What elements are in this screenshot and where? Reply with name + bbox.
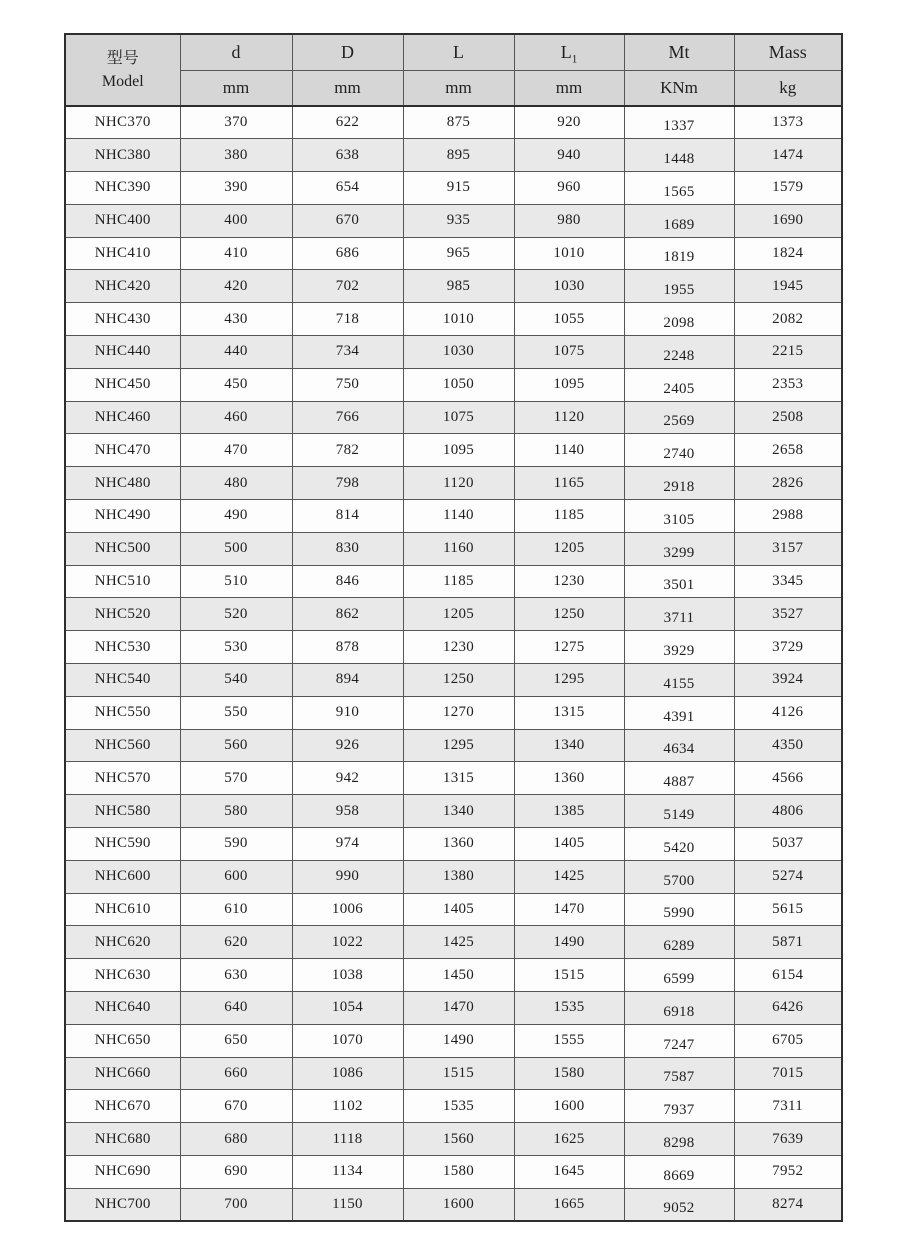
cell-d: 430 bbox=[180, 303, 292, 336]
cell-mt: 3501 bbox=[624, 565, 734, 598]
cell-d: 470 bbox=[180, 434, 292, 467]
cell-l: 1380 bbox=[403, 860, 514, 893]
header-col-l: L bbox=[403, 34, 514, 70]
cell-mass: 6426 bbox=[734, 992, 842, 1025]
cell-mass: 2353 bbox=[734, 368, 842, 401]
cell-mass: 2215 bbox=[734, 336, 842, 369]
cell-d: 702 bbox=[292, 270, 403, 303]
table-row bbox=[65, 664, 842, 697]
cell-mass: 1474 bbox=[734, 139, 842, 172]
cell-model: NHC590 bbox=[65, 828, 180, 861]
cell-model: NHC480 bbox=[65, 467, 180, 500]
cell-l1: 1385 bbox=[514, 795, 624, 828]
cell-d: 610 bbox=[180, 893, 292, 926]
cell-d: 570 bbox=[180, 762, 292, 795]
table-row bbox=[65, 1090, 842, 1123]
cell-l: 1450 bbox=[403, 959, 514, 992]
cell-d: 798 bbox=[292, 467, 403, 500]
cell-mt: 2569 bbox=[624, 401, 734, 434]
cell-mt: 2248 bbox=[624, 336, 734, 369]
cell-mt: 3929 bbox=[624, 631, 734, 664]
cell-mt: 1565 bbox=[624, 172, 734, 205]
table-row bbox=[65, 959, 842, 992]
header-unit-d: mm bbox=[292, 70, 403, 106]
cell-mt: 9052 bbox=[624, 1188, 734, 1221]
cell-d: 1086 bbox=[292, 1057, 403, 1090]
cell-mass: 1945 bbox=[734, 270, 842, 303]
cell-model: NHC560 bbox=[65, 729, 180, 762]
cell-d: 1134 bbox=[292, 1156, 403, 1189]
cell-model: NHC520 bbox=[65, 598, 180, 631]
cell-l1: 1625 bbox=[514, 1123, 624, 1156]
table-header bbox=[65, 34, 842, 106]
cell-l: 875 bbox=[403, 106, 514, 139]
cell-mass: 2826 bbox=[734, 467, 842, 500]
cell-l: 1425 bbox=[403, 926, 514, 959]
cell-d: 638 bbox=[292, 139, 403, 172]
cell-mt: 2740 bbox=[624, 434, 734, 467]
table-row bbox=[65, 434, 842, 467]
cell-d: 862 bbox=[292, 598, 403, 631]
cell-mt: 8669 bbox=[624, 1156, 734, 1189]
cell-d: 380 bbox=[180, 139, 292, 172]
table-body bbox=[65, 106, 842, 1221]
cell-model: NHC570 bbox=[65, 762, 180, 795]
cell-d: 680 bbox=[180, 1123, 292, 1156]
cell-mass: 2508 bbox=[734, 401, 842, 434]
table-row bbox=[65, 631, 842, 664]
cell-mass: 6154 bbox=[734, 959, 842, 992]
cell-l1: 940 bbox=[514, 139, 624, 172]
cell-d: 990 bbox=[292, 860, 403, 893]
cell-mass: 4126 bbox=[734, 696, 842, 729]
cell-l: 1600 bbox=[403, 1188, 514, 1221]
cell-d: 830 bbox=[292, 532, 403, 565]
cell-d: 1006 bbox=[292, 893, 403, 926]
cell-l: 935 bbox=[403, 204, 514, 237]
cell-mass: 5037 bbox=[734, 828, 842, 861]
cell-mt: 2405 bbox=[624, 368, 734, 401]
cell-model: NHC490 bbox=[65, 500, 180, 533]
cell-l: 965 bbox=[403, 237, 514, 270]
table-row bbox=[65, 204, 842, 237]
table-row bbox=[65, 992, 842, 1025]
cell-mass: 7311 bbox=[734, 1090, 842, 1123]
cell-mass: 4566 bbox=[734, 762, 842, 795]
cell-d: 926 bbox=[292, 729, 403, 762]
cell-model: NHC470 bbox=[65, 434, 180, 467]
table-row bbox=[65, 565, 842, 598]
cell-d: 1118 bbox=[292, 1123, 403, 1156]
table-row bbox=[65, 696, 842, 729]
cell-d: 814 bbox=[292, 500, 403, 533]
cell-l: 1230 bbox=[403, 631, 514, 664]
cell-l1: 1230 bbox=[514, 565, 624, 598]
cell-l: 1185 bbox=[403, 565, 514, 598]
cell-mass: 8274 bbox=[734, 1188, 842, 1221]
cell-l: 1515 bbox=[403, 1057, 514, 1090]
cell-d: 630 bbox=[180, 959, 292, 992]
cell-d: 974 bbox=[292, 828, 403, 861]
cell-mass: 1373 bbox=[734, 106, 842, 139]
table-row bbox=[65, 1188, 842, 1221]
cell-d: 894 bbox=[292, 664, 403, 697]
cell-model: NHC670 bbox=[65, 1090, 180, 1123]
cell-l1: 1205 bbox=[514, 532, 624, 565]
cell-l1: 1645 bbox=[514, 1156, 624, 1189]
cell-d: 1102 bbox=[292, 1090, 403, 1123]
table-row bbox=[65, 828, 842, 861]
cell-l: 1160 bbox=[403, 532, 514, 565]
cell-mt: 4155 bbox=[624, 664, 734, 697]
cell-model: NHC580 bbox=[65, 795, 180, 828]
header-col-subscript: 1 bbox=[571, 53, 578, 66]
cell-l1: 1295 bbox=[514, 664, 624, 697]
cell-model: NHC370 bbox=[65, 106, 180, 139]
cell-mt: 5990 bbox=[624, 893, 734, 926]
cell-l: 1580 bbox=[403, 1156, 514, 1189]
cell-l1: 1140 bbox=[514, 434, 624, 467]
cell-l1: 1030 bbox=[514, 270, 624, 303]
cell-d: 520 bbox=[180, 598, 292, 631]
cell-l1: 1515 bbox=[514, 959, 624, 992]
cell-d: 1022 bbox=[292, 926, 403, 959]
cell-l1: 1665 bbox=[514, 1188, 624, 1221]
cell-l: 1250 bbox=[403, 664, 514, 697]
cell-l: 1050 bbox=[403, 368, 514, 401]
cell-d: 600 bbox=[180, 860, 292, 893]
header-col-l1: $L_1$ bbox=[514, 34, 624, 70]
cell-d: 1150 bbox=[292, 1188, 403, 1221]
table-row bbox=[65, 860, 842, 893]
cell-d: 686 bbox=[292, 237, 403, 270]
cell-l1: 1360 bbox=[514, 762, 624, 795]
cell-d: 490 bbox=[180, 500, 292, 533]
cell-d: 620 bbox=[180, 926, 292, 959]
cell-mass: 4350 bbox=[734, 729, 842, 762]
table-row bbox=[65, 368, 842, 401]
cell-l: 1030 bbox=[403, 336, 514, 369]
cell-l1: 1535 bbox=[514, 992, 624, 1025]
cell-l: 1535 bbox=[403, 1090, 514, 1123]
cell-model: NHC410 bbox=[65, 237, 180, 270]
cell-l1: 1555 bbox=[514, 1024, 624, 1057]
cell-d: 1070 bbox=[292, 1024, 403, 1057]
cell-mt: 1337 bbox=[624, 106, 734, 139]
cell-d: 460 bbox=[180, 401, 292, 434]
cell-d: 766 bbox=[292, 401, 403, 434]
cell-mass: 2082 bbox=[734, 303, 842, 336]
cell-mass: 3729 bbox=[734, 631, 842, 664]
cell-mt: 7247 bbox=[624, 1024, 734, 1057]
table-row bbox=[65, 172, 842, 205]
cell-mass: 7015 bbox=[734, 1057, 842, 1090]
table-row bbox=[65, 729, 842, 762]
cell-mass: 3345 bbox=[734, 565, 842, 598]
cell-mass: 2988 bbox=[734, 500, 842, 533]
cell-d: 700 bbox=[180, 1188, 292, 1221]
header-model bbox=[65, 34, 180, 106]
table-row bbox=[65, 336, 842, 369]
cell-d: 590 bbox=[180, 828, 292, 861]
cell-d: 910 bbox=[292, 696, 403, 729]
cell-d: 560 bbox=[180, 729, 292, 762]
cell-l1: 1075 bbox=[514, 336, 624, 369]
cell-d: 420 bbox=[180, 270, 292, 303]
header-row-units bbox=[65, 70, 842, 106]
cell-mass: 5871 bbox=[734, 926, 842, 959]
cell-l1: 1055 bbox=[514, 303, 624, 336]
cell-d: 650 bbox=[180, 1024, 292, 1057]
cell-mt: 1819 bbox=[624, 237, 734, 270]
cell-d: 440 bbox=[180, 336, 292, 369]
header-unit-l: mm bbox=[403, 70, 514, 106]
cell-model: NHC650 bbox=[65, 1024, 180, 1057]
table-row bbox=[65, 598, 842, 631]
cell-d: 550 bbox=[180, 696, 292, 729]
cell-model: NHC600 bbox=[65, 860, 180, 893]
cell-l1: 1165 bbox=[514, 467, 624, 500]
cell-d: 530 bbox=[180, 631, 292, 664]
cell-model: NHC700 bbox=[65, 1188, 180, 1221]
cell-l: 1140 bbox=[403, 500, 514, 533]
cell-l1: 1490 bbox=[514, 926, 624, 959]
table-row bbox=[65, 1024, 842, 1057]
table-row bbox=[65, 1156, 842, 1189]
cell-l1: 1315 bbox=[514, 696, 624, 729]
cell-l1: 1600 bbox=[514, 1090, 624, 1123]
header-unit-l1: mm bbox=[514, 70, 624, 106]
cell-l: 1120 bbox=[403, 467, 514, 500]
cell-d: 670 bbox=[180, 1090, 292, 1123]
cell-model: NHC460 bbox=[65, 401, 180, 434]
cell-model: NHC420 bbox=[65, 270, 180, 303]
table-row bbox=[65, 795, 842, 828]
cell-mt: 5420 bbox=[624, 828, 734, 861]
header-col-d: d bbox=[180, 34, 292, 70]
cell-mass: 1579 bbox=[734, 172, 842, 205]
cell-model: NHC660 bbox=[65, 1057, 180, 1090]
table-row bbox=[65, 1057, 842, 1090]
cell-mt: 3299 bbox=[624, 532, 734, 565]
header-model-en: Model bbox=[101, 73, 144, 90]
cell-mass: 2658 bbox=[734, 434, 842, 467]
table-row bbox=[65, 762, 842, 795]
cell-l: 1095 bbox=[403, 434, 514, 467]
header-col-mass: Mass bbox=[734, 34, 842, 70]
cell-model: NHC390 bbox=[65, 172, 180, 205]
cell-mt: 6289 bbox=[624, 926, 734, 959]
cell-model: NHC450 bbox=[65, 368, 180, 401]
cell-mass: 4806 bbox=[734, 795, 842, 828]
cell-model: NHC400 bbox=[65, 204, 180, 237]
cell-mt: 1689 bbox=[624, 204, 734, 237]
cell-mt: 1955 bbox=[624, 270, 734, 303]
cell-d: 400 bbox=[180, 204, 292, 237]
cell-model: NHC430 bbox=[65, 303, 180, 336]
cell-mt: 2098 bbox=[624, 303, 734, 336]
cell-l: 1360 bbox=[403, 828, 514, 861]
cell-l1: 1275 bbox=[514, 631, 624, 664]
cell-mt: 5149 bbox=[624, 795, 734, 828]
table-row bbox=[65, 926, 842, 959]
cell-l: 1405 bbox=[403, 893, 514, 926]
cell-mt: 4634 bbox=[624, 729, 734, 762]
cell-l: 1270 bbox=[403, 696, 514, 729]
cell-model: NHC640 bbox=[65, 992, 180, 1025]
cell-l1: 980 bbox=[514, 204, 624, 237]
cell-l: 895 bbox=[403, 139, 514, 172]
cell-mass: 3527 bbox=[734, 598, 842, 631]
cell-model: NHC380 bbox=[65, 139, 180, 172]
cell-mt: 1448 bbox=[624, 139, 734, 172]
table-row bbox=[65, 467, 842, 500]
header-col-mt: Mt bbox=[624, 34, 734, 70]
cell-mass: 1824 bbox=[734, 237, 842, 270]
cell-mass: 6705 bbox=[734, 1024, 842, 1057]
cell-model: NHC510 bbox=[65, 565, 180, 598]
cell-mass: 7952 bbox=[734, 1156, 842, 1189]
table-row bbox=[65, 139, 842, 172]
cell-l: 1295 bbox=[403, 729, 514, 762]
cell-model: NHC440 bbox=[65, 336, 180, 369]
cell-mt: 2918 bbox=[624, 467, 734, 500]
header-unit-mt: KNm bbox=[624, 70, 734, 106]
cell-l: 1490 bbox=[403, 1024, 514, 1057]
spec-table bbox=[64, 33, 843, 1222]
cell-mt: 6918 bbox=[624, 992, 734, 1025]
cell-d: 734 bbox=[292, 336, 403, 369]
cell-d: 540 bbox=[180, 664, 292, 697]
cell-model: NHC630 bbox=[65, 959, 180, 992]
cell-d: 878 bbox=[292, 631, 403, 664]
cell-model: NHC620 bbox=[65, 926, 180, 959]
header-model-zh: 型号 bbox=[106, 49, 139, 67]
cell-l1: 1010 bbox=[514, 237, 624, 270]
table-row bbox=[65, 1123, 842, 1156]
cell-mass: 5274 bbox=[734, 860, 842, 893]
cell-d: 370 bbox=[180, 106, 292, 139]
cell-model: NHC550 bbox=[65, 696, 180, 729]
cell-mt: 5700 bbox=[624, 860, 734, 893]
cell-d: 622 bbox=[292, 106, 403, 139]
cell-mass: 7639 bbox=[734, 1123, 842, 1156]
cell-l: 985 bbox=[403, 270, 514, 303]
cell-l1: 1340 bbox=[514, 729, 624, 762]
cell-mass: 1690 bbox=[734, 204, 842, 237]
header-unit-d: mm bbox=[180, 70, 292, 106]
header-col-d: D bbox=[292, 34, 403, 70]
cell-model: NHC530 bbox=[65, 631, 180, 664]
cell-l1: 1580 bbox=[514, 1057, 624, 1090]
cell-l: 915 bbox=[403, 172, 514, 205]
cell-d: 654 bbox=[292, 172, 403, 205]
header-unit-mass: kg bbox=[734, 70, 842, 106]
cell-l: 1075 bbox=[403, 401, 514, 434]
cell-d: 670 bbox=[292, 204, 403, 237]
cell-mt: 6599 bbox=[624, 959, 734, 992]
cell-d: 958 bbox=[292, 795, 403, 828]
cell-l1: 1185 bbox=[514, 500, 624, 533]
table-row bbox=[65, 237, 842, 270]
table-row bbox=[65, 532, 842, 565]
table-row bbox=[65, 401, 842, 434]
cell-mt: 4887 bbox=[624, 762, 734, 795]
cell-mt: 3105 bbox=[624, 500, 734, 533]
table-row bbox=[65, 270, 842, 303]
cell-mass: 3157 bbox=[734, 532, 842, 565]
cell-d: 846 bbox=[292, 565, 403, 598]
cell-d: 410 bbox=[180, 237, 292, 270]
cell-model: NHC690 bbox=[65, 1156, 180, 1189]
cell-d: 480 bbox=[180, 467, 292, 500]
cell-mt: 7937 bbox=[624, 1090, 734, 1123]
cell-d: 718 bbox=[292, 303, 403, 336]
cell-model: NHC500 bbox=[65, 532, 180, 565]
cell-l: 1205 bbox=[403, 598, 514, 631]
header-row-labels bbox=[65, 34, 842, 70]
cell-d: 750 bbox=[292, 368, 403, 401]
cell-l1: 1250 bbox=[514, 598, 624, 631]
cell-l1: 1405 bbox=[514, 828, 624, 861]
cell-d: 450 bbox=[180, 368, 292, 401]
cell-d: 660 bbox=[180, 1057, 292, 1090]
cell-d: 510 bbox=[180, 565, 292, 598]
cell-model: NHC610 bbox=[65, 893, 180, 926]
cell-mt: 3711 bbox=[624, 598, 734, 631]
cell-d: 1038 bbox=[292, 959, 403, 992]
cell-d: 500 bbox=[180, 532, 292, 565]
cell-l1: 1425 bbox=[514, 860, 624, 893]
cell-l: 1010 bbox=[403, 303, 514, 336]
cell-mt: 4391 bbox=[624, 696, 734, 729]
cell-d: 580 bbox=[180, 795, 292, 828]
cell-d: 942 bbox=[292, 762, 403, 795]
cell-d: 690 bbox=[180, 1156, 292, 1189]
cell-d: 782 bbox=[292, 434, 403, 467]
cell-d: 390 bbox=[180, 172, 292, 205]
table-row bbox=[65, 303, 842, 336]
cell-l1: 1095 bbox=[514, 368, 624, 401]
cell-model: NHC680 bbox=[65, 1123, 180, 1156]
cell-l: 1315 bbox=[403, 762, 514, 795]
cell-l1: 1470 bbox=[514, 893, 624, 926]
cell-mass: 5615 bbox=[734, 893, 842, 926]
cell-mt: 7587 bbox=[624, 1057, 734, 1090]
cell-l: 1340 bbox=[403, 795, 514, 828]
cell-d: 1054 bbox=[292, 992, 403, 1025]
table-row bbox=[65, 106, 842, 139]
cell-l1: 1120 bbox=[514, 401, 624, 434]
cell-l: 1470 bbox=[403, 992, 514, 1025]
table-row bbox=[65, 500, 842, 533]
cell-l1: 920 bbox=[514, 106, 624, 139]
cell-l: 1560 bbox=[403, 1123, 514, 1156]
cell-mass: 3924 bbox=[734, 664, 842, 697]
cell-model: NHC540 bbox=[65, 664, 180, 697]
cell-l1: 960 bbox=[514, 172, 624, 205]
cell-mt: 8298 bbox=[624, 1123, 734, 1156]
cell-d: 640 bbox=[180, 992, 292, 1025]
table-row bbox=[65, 893, 842, 926]
